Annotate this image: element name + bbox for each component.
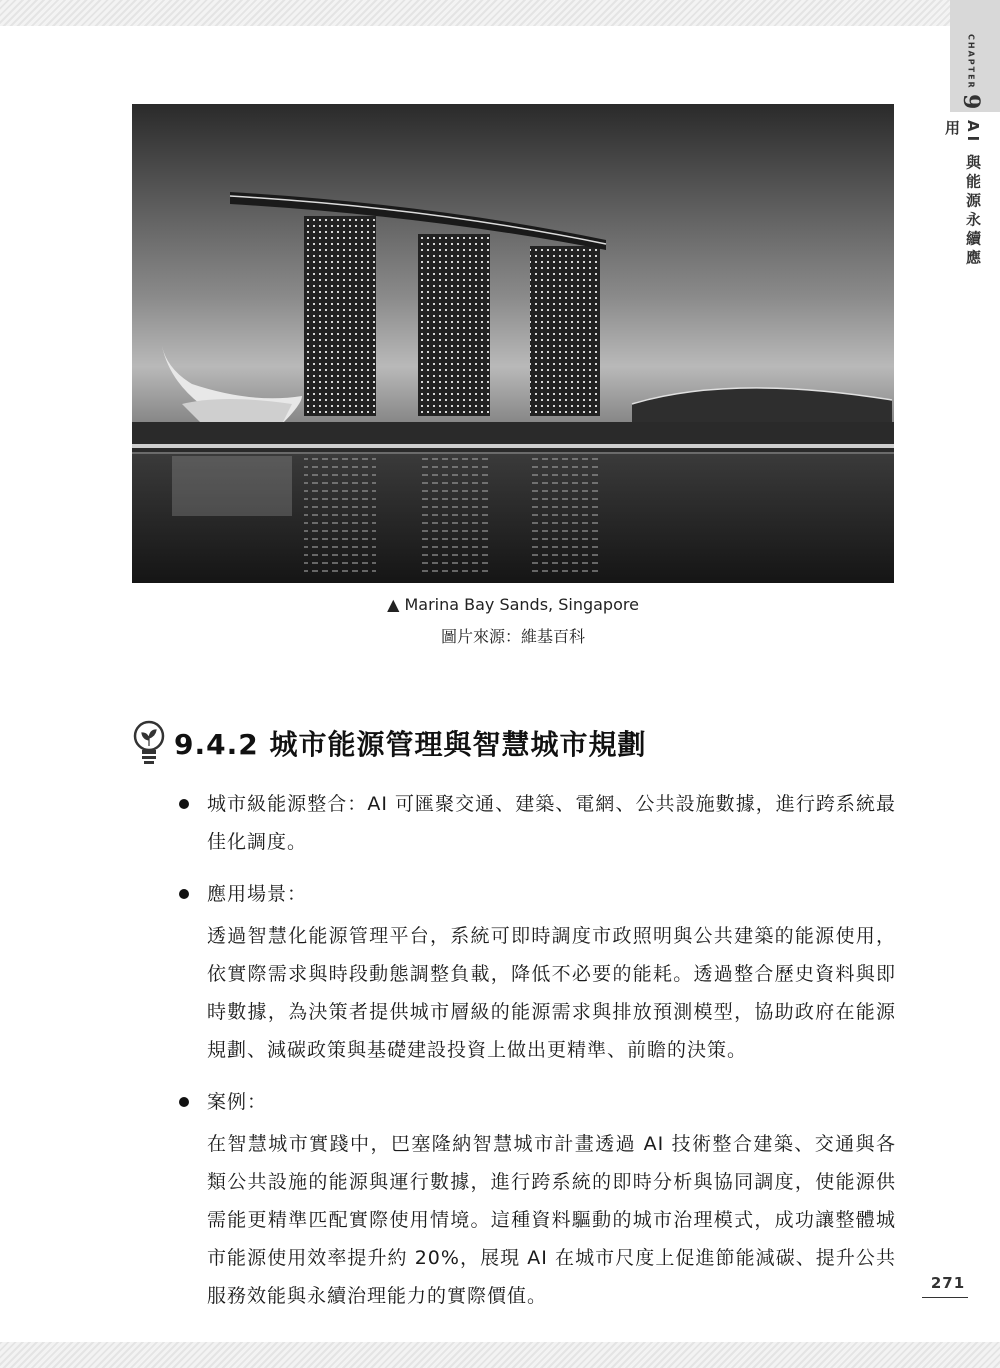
figure-source: 圖片來源：維基百科	[440, 627, 585, 646]
chapter-label: CHAPTER	[966, 34, 976, 90]
bullet-paragraph: 透過智慧化能源管理平台，系統可即時調度市政照明與公共建築的能源使用，依實際需求與時段動態調整負載，降低不必要的能耗。透過整合歷史資料與即時數據，為決策者提供城市層級的能源需求與排放預測模型，協助政府在能源規劃、減碳政策與基礎建設投資上做出更精準、前瞻的決策。	[207, 925, 896, 1061]
top-decorative-stripe	[0, 0, 1000, 26]
photo-illustration	[132, 104, 894, 583]
chapter-marker	[957, 34, 985, 112]
bullet-icon	[179, 1097, 189, 1107]
section-body	[176, 785, 896, 1315]
figure-caption: ▲ Marina Bay Sands, Singapore	[387, 595, 639, 614]
section-heading	[132, 716, 646, 770]
bullet-icon	[179, 889, 189, 899]
page-number-rule	[922, 1297, 968, 1298]
bullet-icon	[179, 799, 189, 809]
bottom-decorative-stripe	[0, 1342, 1000, 1368]
bullet-text: 案例：	[207, 1091, 268, 1113]
chapter-number: 9	[958, 93, 984, 110]
bullet-text: 應用場景：	[207, 883, 308, 905]
bullet-text: 城市級能源整合：AI 可匯聚交通、建築、電網、公共設施數據，進行跨系統最佳化調度。	[207, 793, 896, 853]
lightbulb-icon	[132, 720, 166, 766]
bullet-item	[176, 785, 896, 861]
bullet-item	[176, 875, 896, 913]
bullet-item	[176, 1083, 896, 1121]
page-number: 271	[930, 1274, 966, 1292]
marina-bay-sands-photo	[132, 104, 894, 583]
section-title: 9.4.2 城市能源管理與智慧城市規劃	[174, 728, 647, 761]
chapter-title: AI 與能源永續應用	[943, 120, 982, 269]
bullet-paragraph: 在智慧城市實踐中，巴塞隆納智慧城市計畫透過 AI 技術整合建築、交通與各類公共設施的能源與運行數據，進行跨系統的即時分析與協同調度，使能源供需能更精準匹配實際使用情境。這種資料驅動的城市治理模式，成功讓整體城市能源使用效率提升約 20%，展現 AI 在城市尺度上促進節能減碳、提升公共服務效能與永續治理能力的實際價值。	[207, 1133, 896, 1307]
